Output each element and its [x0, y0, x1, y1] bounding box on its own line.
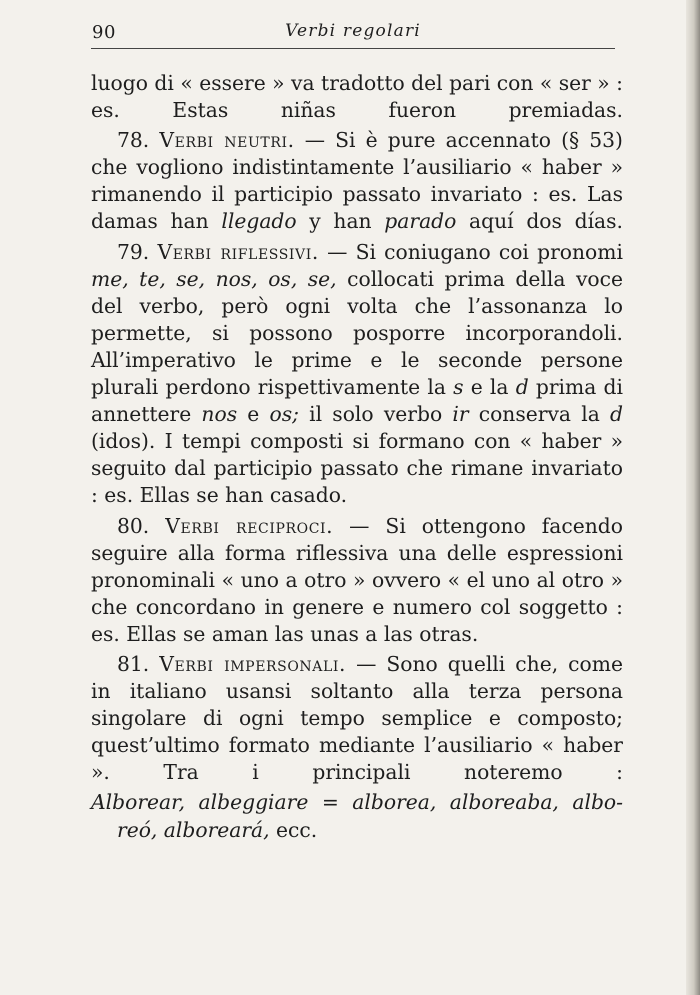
section-heading: Verbi reciproci.	[165, 513, 334, 538]
section-text: Si coniugano coi pronomi	[355, 239, 623, 264]
italic-word: ir	[452, 402, 469, 427]
italic-word: parado	[384, 209, 457, 234]
section-78	[91, 127, 623, 235]
example-line-2: reó, alboreará,	[117, 817, 270, 842]
section-text: il solo verbo	[298, 402, 453, 427]
section-79	[91, 239, 623, 510]
section-text: prima di annettere	[91, 375, 623, 427]
italic-pronouns: me, te, se, nos, os, se,	[91, 266, 337, 291]
section-text: (idos). I tempi composti si formano con « haber » seguito dal participio passato che rimane invariato : es. Ellas se han casado.	[91, 429, 623, 508]
section-dash: —	[333, 513, 386, 538]
section-dash: —	[318, 239, 356, 264]
section-text: Si ottengono facendo seguire alla forma riflessiva una delle espressioni pronominali « uno a otro » ovvero « el uno al otro » che concordano in genere e numero col soggetto : es. Ellas se aman las unas a las otras.	[91, 513, 624, 646]
section-dash: —	[294, 128, 336, 153]
italic-word: os;	[269, 402, 299, 427]
section-80	[91, 513, 623, 648]
continuation-text: luogo di « essere » va tradotto del pari con « ser » : es. Estas niñas fueron premiadas.	[91, 71, 623, 123]
section-text: y han	[296, 209, 385, 234]
example-paragraph-continued	[91, 817, 623, 844]
section-heading: Verbi riflessivi.	[157, 239, 319, 264]
italic-letter: d	[515, 375, 529, 400]
section-heading: Verbi impersonali.	[159, 651, 347, 676]
section-text: e	[237, 402, 270, 427]
section-number: 80.	[117, 513, 150, 538]
section-text: e la	[463, 375, 516, 400]
example-paragraph	[91, 789, 623, 816]
italic-word: nos	[201, 402, 238, 427]
section-text: aquí dos días.	[456, 209, 624, 234]
italic-word: llegado	[221, 209, 297, 234]
section-text: collocati prima della voce del verbo, però ogni volta che l’assonanza lo permette, si possono posporre incorporandoli. All’imperativo le prime e le seconde persone plurali perdono rispettivamente la	[91, 266, 623, 400]
italic-letter: s	[453, 375, 464, 400]
section-heading: Verbi neutri.	[159, 128, 295, 153]
example-line-1: Alborear, albeggiare = alborea, alboreaba, albo-	[91, 790, 623, 815]
section-number: 78.	[117, 128, 150, 153]
page-header	[91, 20, 615, 49]
continuation-paragraph	[91, 70, 623, 124]
section-text: Si è pure accennato (§ 53) che vogliono indistintamente l’ausiliario « haber » rimanendo il participio passato invariato : es. Las damas han	[91, 128, 623, 234]
page-edge-shadow	[686, 0, 700, 995]
section-text: Sono quelli che, come in italiano usansi soltanto alla terza persona singolare di ogni tempo semplice e composto; quest’ultimo formato mediante l’ausiliario « haber ». Tra i principali noteremo :	[91, 651, 623, 785]
section-81	[91, 651, 623, 786]
section-number: 79.	[117, 239, 150, 264]
italic-letter: d	[610, 402, 623, 427]
example-line-2-tail: ecc.	[269, 817, 318, 842]
running-head: Verbi regolari	[285, 21, 421, 41]
page-number: 90	[92, 22, 116, 43]
section-text: conserva la	[468, 402, 610, 427]
body-text	[91, 70, 623, 844]
section-number: 81.	[117, 651, 150, 676]
section-dash: —	[346, 651, 387, 676]
